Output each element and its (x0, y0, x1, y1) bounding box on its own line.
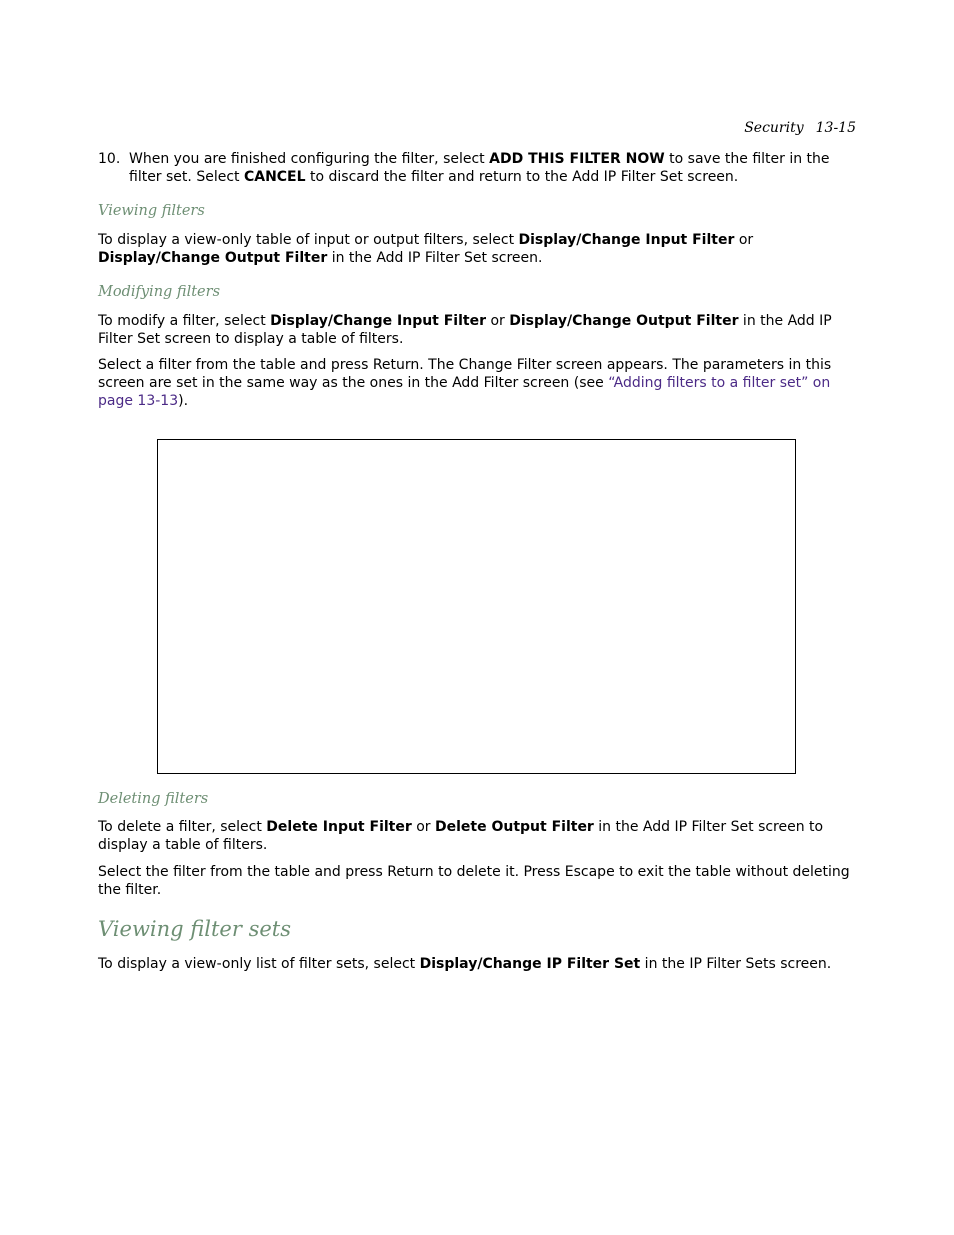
add-this-filter-now-term: ADD THIS FILTER NOW (489, 151, 665, 167)
step-number: 10. (98, 151, 121, 167)
viewing-filter-sets-heading: Viewing filter sets (98, 917, 291, 941)
deleting-filters-paragraph-2: Select the filter from the table and press Return to delete it. Press Escape to exit the table without deleting the filter. (98, 864, 850, 898)
running-header (744, 120, 856, 136)
cancel-term: CANCEL (243, 169, 306, 185)
modifying-filters-heading: Modifying filters (98, 284, 221, 300)
viewing-filter-sets-paragraph: To display a view-only list of filter sets, select Display/Change IP Filter Set in the IP Filter Sets screen. (98, 956, 832, 972)
viewing-filters-heading: Viewing filters (98, 203, 205, 219)
step-text: When you are finished configuring the filter, select ADD THIS FILTER NOW to save the filter in the filter set. Select CANCEL to discard the filter and return to the Add IP Filter Set screen. (129, 151, 830, 185)
viewing-filters-paragraph: To display a view-only table of input or output filters, select Display/Change Input Filter or Display/Change Output Filter in the Add IP Filter Set screen. (98, 232, 754, 266)
modifying-filters-paragraph-1: To modify a filter, select Display/Change Input Filter or Display/Change Output Filter in the Add IP Filter Set screen to display a table of filters. (98, 313, 832, 347)
deleting-filters-paragraph-1: To delete a filter, select Delete Input Filter or Delete Output Filter in the Add IP Filter Set screen to display a table of filters. (98, 819, 824, 853)
modifying-filters-paragraph-2: Select a filter from the table and press Return. The Change Filter screen appears. The parameters in this screen are set in the same way as the ones in the Add Filter screen (see “Adding filters to a filter set” on page 13-13). (98, 357, 832, 409)
header-page-number: 13-15 (815, 120, 856, 136)
cross-reference-link[interactable]: “Adding filters to a filter set” on page 13-13 (98, 375, 831, 409)
header-section: Security (744, 120, 804, 136)
deleting-filters-heading: Deleting filters (98, 791, 209, 807)
step-10 (98, 150, 858, 186)
change-filter-screen-figure (157, 439, 796, 774)
